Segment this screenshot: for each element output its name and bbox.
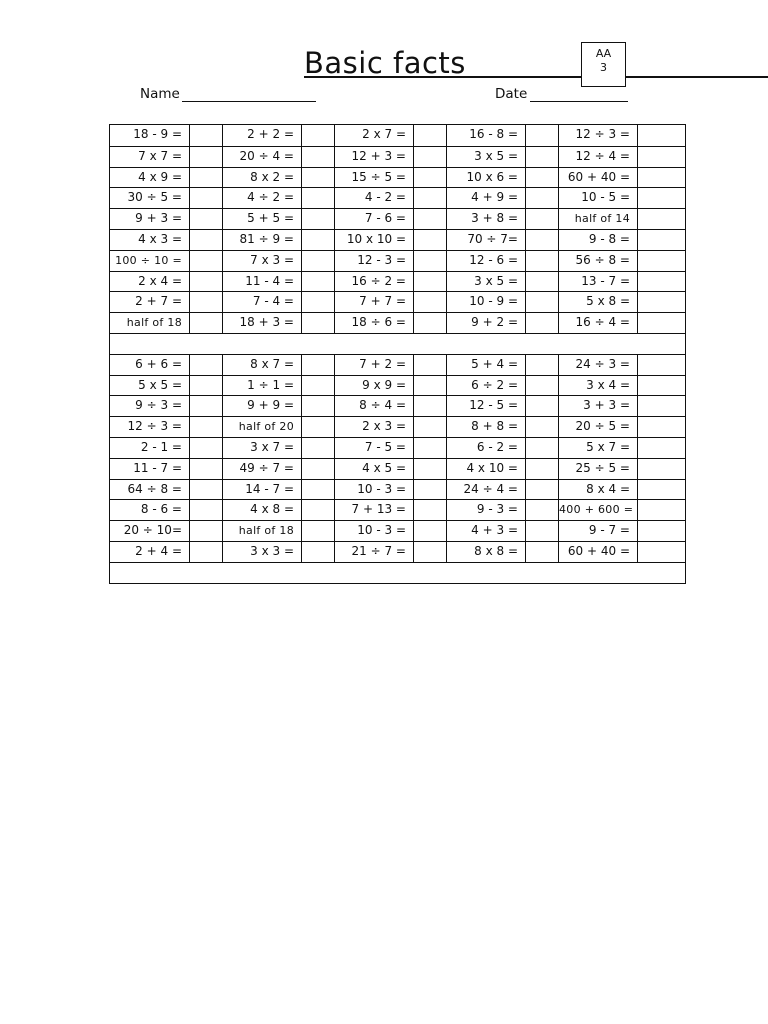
answer-box[interactable]	[637, 147, 670, 167]
fact-row	[110, 458, 685, 479]
answer-box[interactable]	[525, 251, 558, 271]
fact-question: 60 + 40 =	[558, 168, 637, 188]
fact-question: 8 + 8 =	[446, 417, 525, 437]
fact-question: half of 18	[126, 316, 182, 330]
fact-question: 12 + 3 =	[334, 147, 413, 167]
level-code-box	[581, 42, 626, 87]
fact-question: 8 x 8 =	[446, 542, 525, 562]
fact-question: 20 ÷ 4 =	[222, 147, 301, 167]
answer-box[interactable]	[413, 251, 446, 271]
fact-row	[110, 520, 685, 541]
name-label: Name	[140, 86, 180, 102]
fact-question: 10 x 6 =	[446, 168, 525, 188]
fact-row	[110, 291, 685, 312]
answer-box[interactable]	[637, 355, 670, 375]
fact-question: 5 + 5 =	[222, 209, 301, 229]
fact-question: 2 - 1 =	[140, 439, 182, 454]
answer-box[interactable]	[525, 521, 558, 541]
fact-question: 400 + 600 =	[558, 500, 637, 520]
answer-box[interactable]	[301, 376, 334, 396]
fact-question: 3 x 4 =	[558, 376, 637, 396]
fact-question: 9 + 9 =	[222, 396, 301, 416]
answer-box[interactable]	[413, 480, 446, 500]
fact-question: 2 x 4 =	[138, 273, 182, 288]
fact-question: 16 - 8 =	[446, 125, 525, 146]
answer-box[interactable]	[413, 313, 446, 333]
answer-box[interactable]	[189, 376, 222, 396]
date-field-line[interactable]	[530, 101, 628, 102]
answer-box[interactable]	[413, 355, 446, 375]
answer-box[interactable]	[525, 188, 558, 208]
answer-box[interactable]	[413, 542, 446, 562]
answer-box[interactable]	[413, 376, 446, 396]
answer-box[interactable]	[413, 209, 446, 229]
fact-question: half of 20	[222, 417, 301, 437]
fact-question: 15 ÷ 5 =	[334, 168, 413, 188]
fact-row	[110, 354, 685, 375]
answer-box[interactable]	[189, 230, 222, 250]
fact-question: 4 x 8 =	[222, 500, 301, 520]
answer-box[interactable]	[301, 438, 334, 458]
answer-box[interactable]	[189, 396, 222, 416]
answer-box[interactable]	[189, 500, 222, 520]
answer-box[interactable]	[189, 209, 222, 229]
fact-question: 3 + 3 =	[558, 396, 637, 416]
answer-box[interactable]	[189, 272, 222, 292]
fact-question: 8 x 2 =	[222, 168, 301, 188]
answer-box[interactable]	[525, 500, 558, 520]
fact-question: 4 + 9 =	[446, 188, 525, 208]
answer-box[interactable]	[301, 292, 334, 312]
answer-box[interactable]	[637, 521, 670, 541]
fact-question: 9 ÷ 3 =	[135, 398, 182, 413]
answer-box[interactable]	[301, 251, 334, 271]
answer-box[interactable]	[301, 147, 334, 167]
answer-box[interactable]	[413, 521, 446, 541]
answer-box[interactable]	[637, 230, 670, 250]
answer-box[interactable]	[525, 459, 558, 479]
fact-row	[110, 499, 685, 520]
answer-box[interactable]	[189, 438, 222, 458]
fact-question: 7 + 7 =	[334, 292, 413, 312]
answer-box[interactable]	[637, 500, 670, 520]
answer-box[interactable]	[637, 542, 670, 562]
answer-box[interactable]	[637, 417, 670, 437]
answer-box[interactable]	[301, 188, 334, 208]
answer-box[interactable]	[413, 168, 446, 188]
fact-question: 8 x 7 =	[222, 355, 301, 375]
answer-box[interactable]	[637, 438, 670, 458]
answer-box[interactable]	[189, 480, 222, 500]
answer-box[interactable]	[637, 480, 670, 500]
fact-question: 12 - 6 =	[446, 251, 525, 271]
worksheet-title: Basic facts	[304, 46, 466, 80]
fact-question: 8 ÷ 4 =	[334, 396, 413, 416]
fact-question: 60 + 40 =	[558, 542, 637, 562]
answer-box[interactable]	[189, 355, 222, 375]
answer-box[interactable]	[525, 209, 558, 229]
fact-question: 7 + 13 =	[334, 500, 413, 520]
fact-question: 7 - 6 =	[334, 209, 413, 229]
fact-question: 10 - 9 =	[446, 292, 525, 312]
fact-question: 64 ÷ 8 =	[127, 481, 182, 496]
answer-box[interactable]	[413, 230, 446, 250]
fact-question: 24 ÷ 4 =	[446, 480, 525, 500]
fact-question: 7 + 2 =	[334, 355, 413, 375]
fact-row	[110, 167, 685, 188]
fact-question: 2 + 2 =	[222, 125, 301, 146]
fact-question: 10 - 3 =	[334, 521, 413, 541]
fact-question: 10 x 10 =	[334, 230, 413, 250]
answer-box[interactable]	[637, 292, 670, 312]
fact-row	[110, 229, 685, 250]
answer-box[interactable]	[301, 459, 334, 479]
answer-box[interactable]	[413, 272, 446, 292]
fact-question: 3 + 8 =	[446, 209, 525, 229]
fact-question: 9 - 3 =	[446, 500, 525, 520]
fact-question: 9 + 2 =	[446, 313, 525, 333]
fact-row	[110, 271, 685, 292]
answer-box[interactable]	[413, 417, 446, 437]
fact-question: 2 + 7 =	[135, 294, 182, 309]
answer-box[interactable]	[301, 230, 334, 250]
fact-question: 3 x 5 =	[446, 272, 525, 292]
fact-question: 4 x 10 =	[446, 459, 525, 479]
fact-question: 16 ÷ 4 =	[558, 313, 637, 333]
answer-box[interactable]	[525, 542, 558, 562]
answer-box[interactable]	[525, 355, 558, 375]
fact-question: 6 + 6 =	[135, 356, 182, 371]
level-code-line2: 3	[600, 61, 607, 74]
answer-box[interactable]	[189, 125, 222, 146]
answer-box[interactable]	[637, 376, 670, 396]
fact-question: 3 x 5 =	[446, 147, 525, 167]
answer-box[interactable]	[525, 147, 558, 167]
answer-box[interactable]	[525, 376, 558, 396]
answer-box[interactable]	[189, 459, 222, 479]
answer-box[interactable]	[301, 480, 334, 500]
fact-question: 11 - 4 =	[222, 272, 301, 292]
fact-question: 30 ÷ 5 =	[127, 190, 182, 205]
answer-box[interactable]	[637, 272, 670, 292]
fact-question: 4 x 9 =	[138, 169, 182, 184]
answer-box[interactable]	[525, 230, 558, 250]
fact-row	[110, 125, 685, 146]
fact-question: 7 - 5 =	[334, 438, 413, 458]
fact-question: 2 x 7 =	[334, 125, 413, 146]
fact-question: 4 ÷ 2 =	[222, 188, 301, 208]
fact-question: 12 ÷ 4 =	[558, 147, 637, 167]
fact-question: 25 ÷ 5 =	[558, 459, 637, 479]
answer-box[interactable]	[637, 209, 670, 229]
fact-question: 81 ÷ 9 =	[222, 230, 301, 250]
fact-question: 8 - 6 =	[140, 502, 182, 517]
fact-question: 16 ÷ 2 =	[334, 272, 413, 292]
answer-box[interactable]	[413, 396, 446, 416]
answer-box[interactable]	[301, 396, 334, 416]
fact-row	[110, 479, 685, 500]
fact-question: 49 ÷ 7 =	[222, 459, 301, 479]
fact-row	[110, 312, 685, 333]
facts-grid	[109, 124, 686, 584]
answer-box[interactable]	[525, 313, 558, 333]
answer-box[interactable]	[525, 438, 558, 458]
fact-question: half of 14	[558, 209, 637, 229]
level-code-line1: AA	[595, 47, 612, 60]
answer-box[interactable]	[525, 480, 558, 500]
fact-question: 7 - 4 =	[222, 292, 301, 312]
fact-question: 6 ÷ 2 =	[446, 376, 525, 396]
fact-question: 5 x 8 =	[558, 292, 637, 312]
fact-row	[110, 250, 685, 271]
fact-question: 9 - 7 =	[558, 521, 637, 541]
answer-box[interactable]	[637, 396, 670, 416]
answer-box[interactable]	[189, 521, 222, 541]
fact-question: 4 + 3 =	[446, 521, 525, 541]
answer-box[interactable]	[301, 125, 334, 146]
answer-box[interactable]	[525, 272, 558, 292]
answer-box[interactable]	[189, 188, 222, 208]
fact-row	[110, 541, 685, 562]
fact-question: 5 x 7 =	[558, 438, 637, 458]
section-spacer-row	[110, 562, 685, 583]
fact-question: 70 ÷ 7=	[446, 230, 525, 250]
fact-question: 7 x 7 =	[138, 148, 182, 163]
fact-question: 24 ÷ 3 =	[558, 355, 637, 375]
fact-row	[110, 416, 685, 437]
answer-box[interactable]	[189, 313, 222, 333]
fact-question: 3 x 7 =	[222, 438, 301, 458]
fact-row	[110, 146, 685, 167]
answer-box[interactable]	[189, 251, 222, 271]
answer-box[interactable]	[637, 251, 670, 271]
answer-box[interactable]	[413, 292, 446, 312]
fact-question: 12 - 3 =	[334, 251, 413, 271]
answer-box[interactable]	[637, 188, 670, 208]
answer-box[interactable]	[301, 500, 334, 520]
fact-question: 5 + 4 =	[446, 355, 525, 375]
fact-question: 10 - 5 =	[558, 188, 637, 208]
fact-question: 7 x 3 =	[222, 251, 301, 271]
answer-box[interactable]	[525, 168, 558, 188]
answer-box[interactable]	[301, 209, 334, 229]
answer-box[interactable]	[301, 542, 334, 562]
answer-box[interactable]	[637, 313, 670, 333]
fact-question: 1 ÷ 1 =	[222, 376, 301, 396]
answer-box[interactable]	[301, 313, 334, 333]
answer-box[interactable]	[189, 292, 222, 312]
answer-box[interactable]	[301, 355, 334, 375]
name-field-line[interactable]	[182, 101, 316, 102]
answer-box[interactable]	[637, 125, 670, 146]
answer-box[interactable]	[301, 272, 334, 292]
fact-question: 14 - 7 =	[222, 480, 301, 500]
title-underline	[304, 76, 768, 78]
fact-row	[110, 395, 685, 416]
fact-question: 9 x 9 =	[334, 376, 413, 396]
fact-question: 100 ÷ 10 =	[115, 253, 182, 267]
answer-box[interactable]	[301, 521, 334, 541]
answer-box[interactable]	[525, 396, 558, 416]
answer-box[interactable]	[189, 147, 222, 167]
answer-box[interactable]	[189, 168, 222, 188]
answer-box[interactable]	[637, 459, 670, 479]
fact-question: 4 x 3 =	[138, 231, 182, 246]
date-label: Date	[495, 86, 528, 102]
fact-question: 56 ÷ 8 =	[558, 251, 637, 271]
answer-box[interactable]	[413, 459, 446, 479]
fact-question: 6 - 2 =	[446, 438, 525, 458]
answer-box[interactable]	[525, 417, 558, 437]
fact-question: 3 x 3 =	[222, 542, 301, 562]
answer-box[interactable]	[413, 500, 446, 520]
answer-box[interactable]	[413, 147, 446, 167]
fact-question: 4 x 5 =	[334, 459, 413, 479]
answer-box[interactable]	[525, 125, 558, 146]
fact-row	[110, 437, 685, 458]
fact-question: 20 ÷ 10=	[123, 523, 182, 538]
fact-question: 21 ÷ 7 =	[334, 542, 413, 562]
answer-box[interactable]	[525, 292, 558, 312]
fact-question: 18 ÷ 6 =	[334, 313, 413, 333]
answer-box[interactable]	[413, 438, 446, 458]
fact-question: 9 - 8 =	[558, 230, 637, 250]
answer-box[interactable]	[189, 542, 222, 562]
fact-question: 12 - 5 =	[446, 396, 525, 416]
answer-box[interactable]	[189, 417, 222, 437]
fact-question: 8 x 4 =	[558, 480, 637, 500]
fact-question: 5 x 5 =	[138, 377, 182, 392]
section-spacer-row	[110, 333, 685, 354]
fact-question: 2 + 4 =	[135, 543, 182, 558]
fact-row	[110, 187, 685, 208]
fact-row	[110, 375, 685, 396]
fact-question: half of 18	[222, 521, 301, 541]
fact-question: 9 + 3 =	[135, 211, 182, 226]
fact-question: 12 ÷ 3 =	[558, 125, 637, 146]
answer-box[interactable]	[413, 125, 446, 146]
fact-question: 13 - 7 =	[558, 272, 637, 292]
fact-question: 4 - 2 =	[334, 188, 413, 208]
answer-box[interactable]	[301, 417, 334, 437]
fact-question: 2 x 3 =	[334, 417, 413, 437]
fact-question: 18 - 9 =	[133, 127, 182, 141]
answer-box[interactable]	[301, 168, 334, 188]
fact-question: 10 - 3 =	[334, 480, 413, 500]
fact-question: 18 + 3 =	[222, 313, 301, 333]
fact-question: 20 ÷ 5 =	[558, 417, 637, 437]
fact-row	[110, 208, 685, 229]
answer-box[interactable]	[413, 188, 446, 208]
fact-question: 12 ÷ 3 =	[127, 419, 182, 434]
fact-question: 11 - 7 =	[133, 460, 182, 475]
answer-box[interactable]	[637, 168, 670, 188]
